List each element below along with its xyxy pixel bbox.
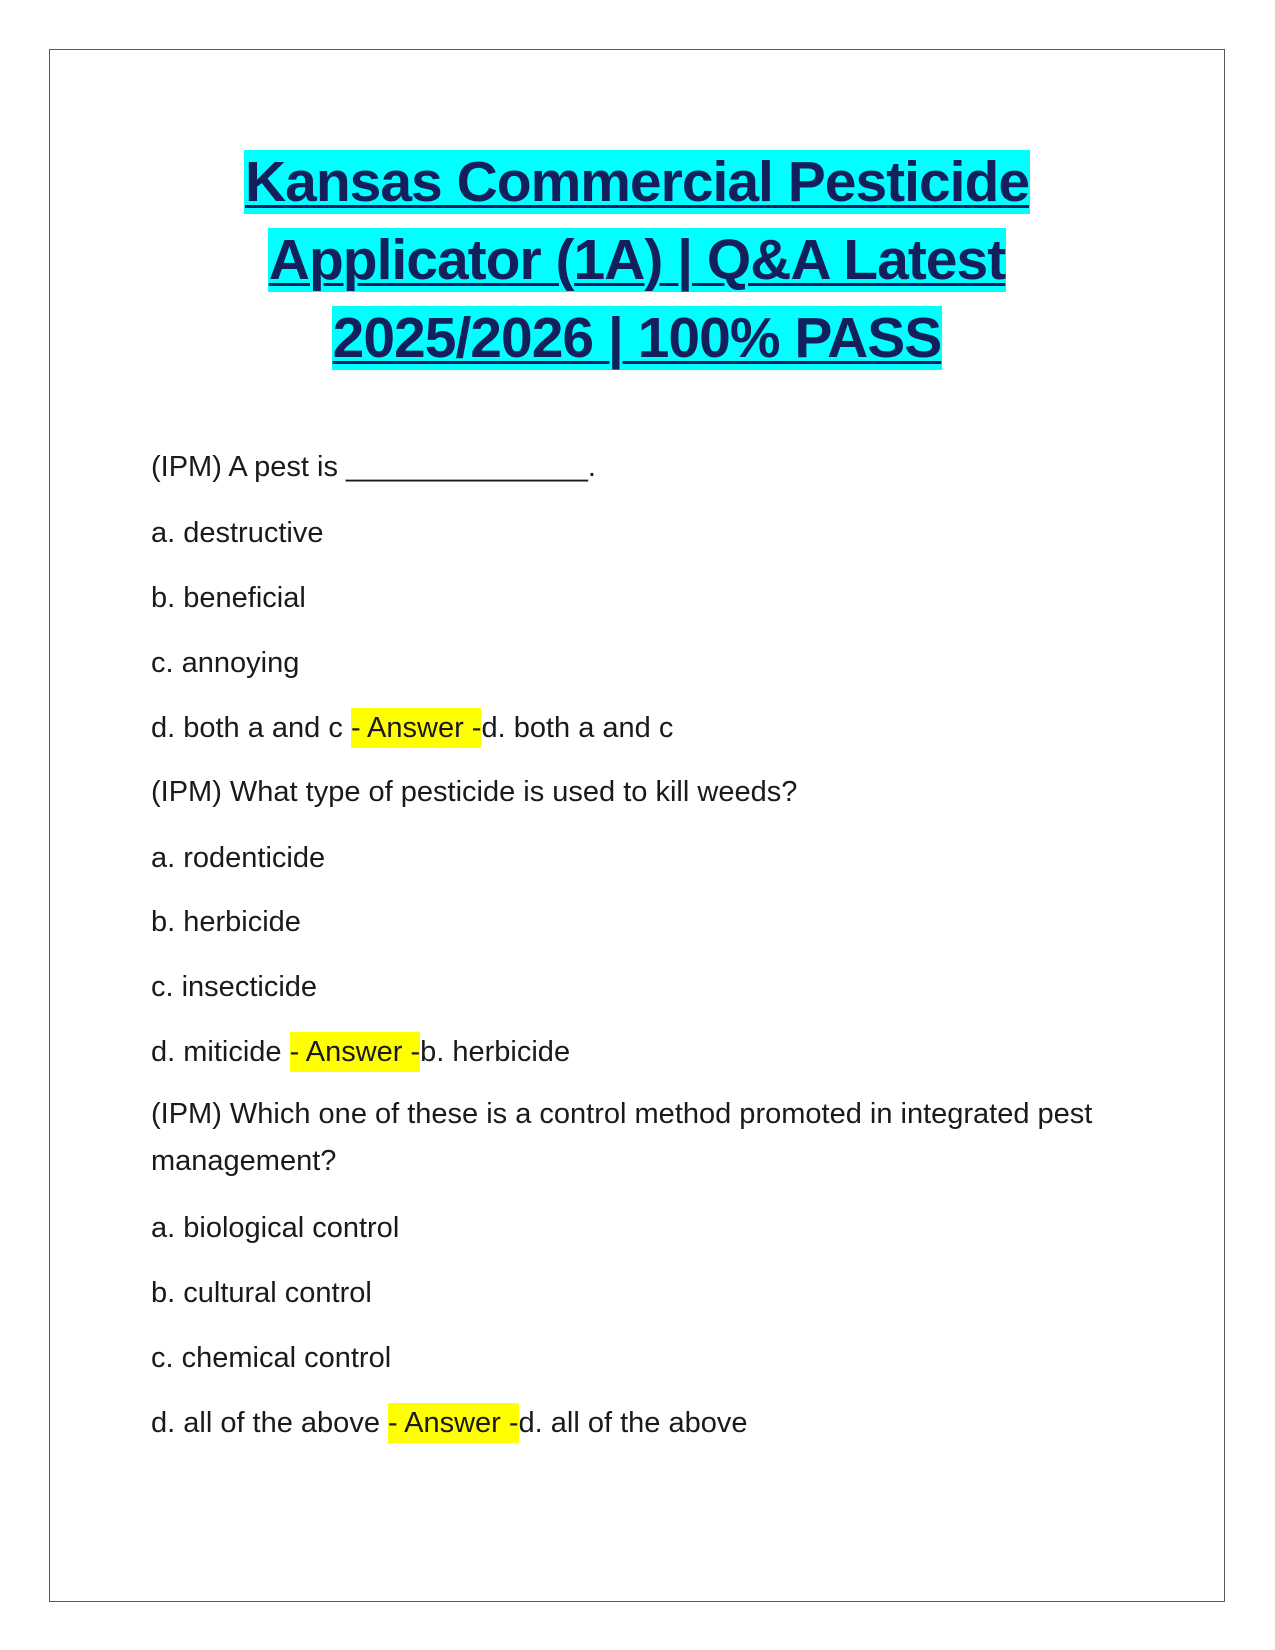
option-with-answer [151,1032,570,1072]
option-item: b. beneficial [151,582,306,614]
option-item: a. destructive [151,517,324,549]
answer-text: b. herbicide [420,1036,571,1068]
answer-text: d. all of the above [518,1407,748,1439]
question-text: (IPM) Which one of these is a control method promoted in integrated pest management? [151,1098,1093,1177]
answer-text: d. both a and c [481,712,674,744]
answer-marker: - Answer - [290,1032,421,1072]
option-item: a. biological control [151,1212,400,1244]
question-text: (IPM) A pest is _______________. [151,451,596,483]
title-line-1: Kansas Commercial Pesticide [244,150,1030,214]
option-item: c. annoying [151,647,300,679]
option-with-answer [151,1403,748,1443]
option-item: b. cultural control [151,1277,372,1309]
answer-marker: - Answer - [351,708,482,748]
option-item: d. both a and c [151,712,343,744]
document-title [49,143,1225,377]
option-item: b. herbicide [151,906,301,938]
option-item: d. all of the above [151,1407,380,1439]
option-item: d. miticide [151,1036,282,1068]
option-item: c. insecticide [151,971,318,1003]
title-line-2: Applicator (1A) | Q&A Latest [268,228,1006,292]
answer-marker: - Answer - [388,1403,519,1443]
option-item: a. rodenticide [151,842,326,874]
title-line-3: 2025/2026 | 100% PASS [332,306,942,370]
question-text: (IPM) What type of pesticide is used to kill weeds? [151,776,798,808]
option-with-answer [151,708,673,748]
option-item: c. chemical control [151,1342,392,1374]
